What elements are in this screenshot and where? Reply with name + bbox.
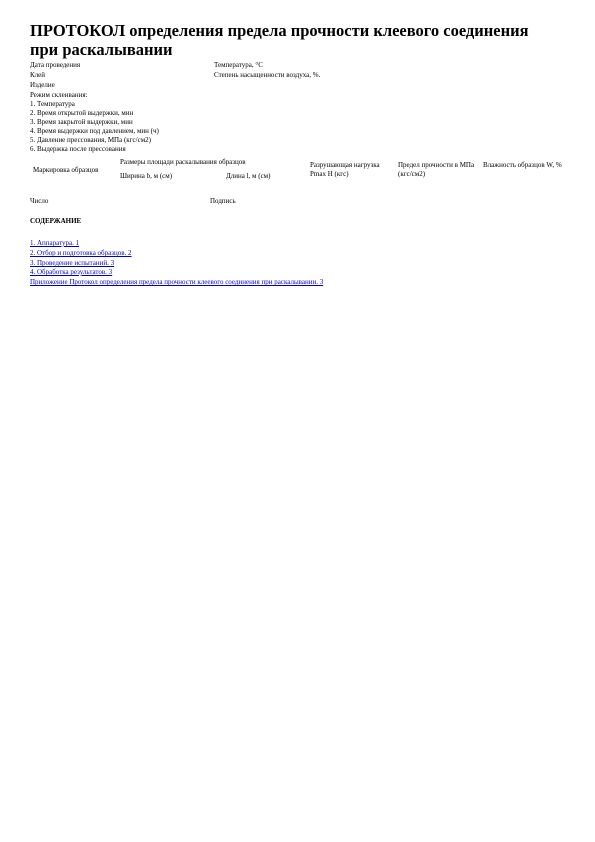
th-length: Длина l, м (см) xyxy=(226,172,271,180)
field-temperature: Температура, °С xyxy=(214,61,263,69)
mode-item: 5. Давление прессования, МПа (кгс/см2) xyxy=(30,136,151,144)
page-title: ПРОТОКОЛ определения предела прочности клеевого соединения при раскалывании xyxy=(30,21,529,59)
mode-item: 4. Время выдержки под давлением, мин (ч) xyxy=(30,127,159,135)
field-humidity: Степень насыщенности воздуха, %. xyxy=(214,71,321,79)
field-glue: Клей xyxy=(30,71,46,79)
th-dimensions: Размеры площади раскалывания образцов xyxy=(120,158,246,166)
field-product: Изделие xyxy=(30,81,55,89)
signature-date-label: Число xyxy=(30,197,49,205)
toc-link-equipment[interactable]: 1. Аппаратура. 1 xyxy=(30,239,80,247)
th-strength: Предел прочности в МПа (кгс/см2) xyxy=(398,161,475,178)
th-moisture: Влажность образцов W, % xyxy=(483,161,562,169)
mode-heading: Режим склеивания: xyxy=(30,91,88,99)
mode-item: 2. Время открытой выдержки, мин xyxy=(30,109,134,117)
th-marking: Маркировка образцов xyxy=(33,166,99,174)
th-load: Разрушающая нагрузка Pmax Н (кгс) xyxy=(310,161,380,178)
mode-item: 1. Температура xyxy=(30,100,75,108)
mode-item: 6. Выдержка после прессования xyxy=(30,145,126,153)
toc-link-processing[interactable]: 4. Обработка результатов. 3 xyxy=(30,268,113,276)
th-width: Ширина b, м (см) xyxy=(120,172,173,180)
toc-heading: СОДЕРЖАНИЕ xyxy=(30,217,82,225)
toc-link-appendix[interactable]: Приложение Протокол определения предела прочности клеевого соединения при раскалывании. 3 xyxy=(30,278,324,286)
mode-item: 3. Время закрытой выдержки, мин xyxy=(30,118,133,126)
toc-link-testing[interactable]: 3. Проведение испытаний. 3 xyxy=(30,259,115,267)
field-test-date: Дата проведения xyxy=(30,61,81,69)
signature-label: Подпись xyxy=(210,197,236,205)
toc-link-sampling[interactable]: 2. Отбор и подготовка образцов. 2 xyxy=(30,249,132,257)
